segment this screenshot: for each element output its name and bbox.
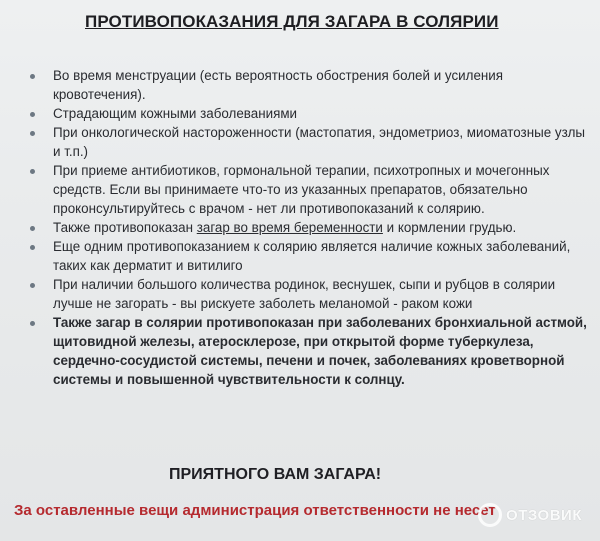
bullet-icon <box>30 321 35 326</box>
bullet-icon <box>30 74 35 79</box>
watermark-logo <box>478 503 582 527</box>
list-item-text: Во время менструации (есть вероятность обострения болей и усиления кровотечения). <box>53 68 504 102</box>
bullet-icon <box>30 112 35 117</box>
contraindications-list <box>30 66 595 389</box>
list-item <box>30 313 595 389</box>
list-item <box>30 237 595 275</box>
list-item-text: Еще одним противопоказанием к солярию является наличие кожных заболеваний, таких как дерматит и витилиго <box>53 239 571 273</box>
list-item-text: При онкологической настороженности (мастопатия, эндометриоз, миоматозные узлы и т.п.) <box>53 125 586 159</box>
list-item-suffix: и кормлении грудью. <box>382 220 517 235</box>
bullet-icon <box>30 226 35 231</box>
list-item <box>30 123 595 161</box>
list-item-text: При приеме антибиотиков, гормональной терапии, психотропных и мочегонных средств. Если вы принимаете что-то из указанных препаратов, обязательно проконсультируйтесь с врачом - нет ли противопоказаний к солярию. <box>53 163 550 216</box>
list-item <box>30 218 595 237</box>
notice-text: За оставленные вещи администрация ответственности не несет <box>14 502 496 519</box>
list-item <box>30 161 595 218</box>
bullet-icon <box>30 245 35 250</box>
bullet-icon <box>30 131 35 136</box>
list-item-prefix: Также противопоказан <box>53 220 197 235</box>
watermark-text: ОТЗОВИК <box>506 506 582 524</box>
list-item <box>30 66 595 104</box>
list-item-text: Также загар в солярии противопоказан при заболеваних бронхиальной астмой, щитовидной железы, атеросклерозе, при открытой форме туберкулеза, сердечно-сосудистой системы, печени и почек, заболеваниях кроветворной системы и повышенной чувствительности к солнцу. <box>53 315 587 387</box>
bullet-icon <box>30 169 35 174</box>
list-item-text: При наличии большого количества родинок, веснушек, сыпи и рубцов в солярии лучше не загорать - вы рискуете заболеть меланомой - раком кожи <box>53 277 556 311</box>
list-item <box>30 104 595 123</box>
otzovik-logo-icon <box>478 503 502 527</box>
bullet-icon <box>30 283 35 288</box>
document-title: ПРОТИВОПОКАЗАНИЯ ДЛЯ ЗАГАРА В СОЛЯРИИ <box>85 12 499 31</box>
farewell-text: ПРИЯТНОГО ВАМ ЗАГАРА! <box>169 466 382 483</box>
list-item <box>30 275 595 313</box>
list-item-text: Страдающим кожными заболеваниями <box>53 106 298 121</box>
pregnancy-emphasis: загар во время беременности <box>196 220 383 235</box>
